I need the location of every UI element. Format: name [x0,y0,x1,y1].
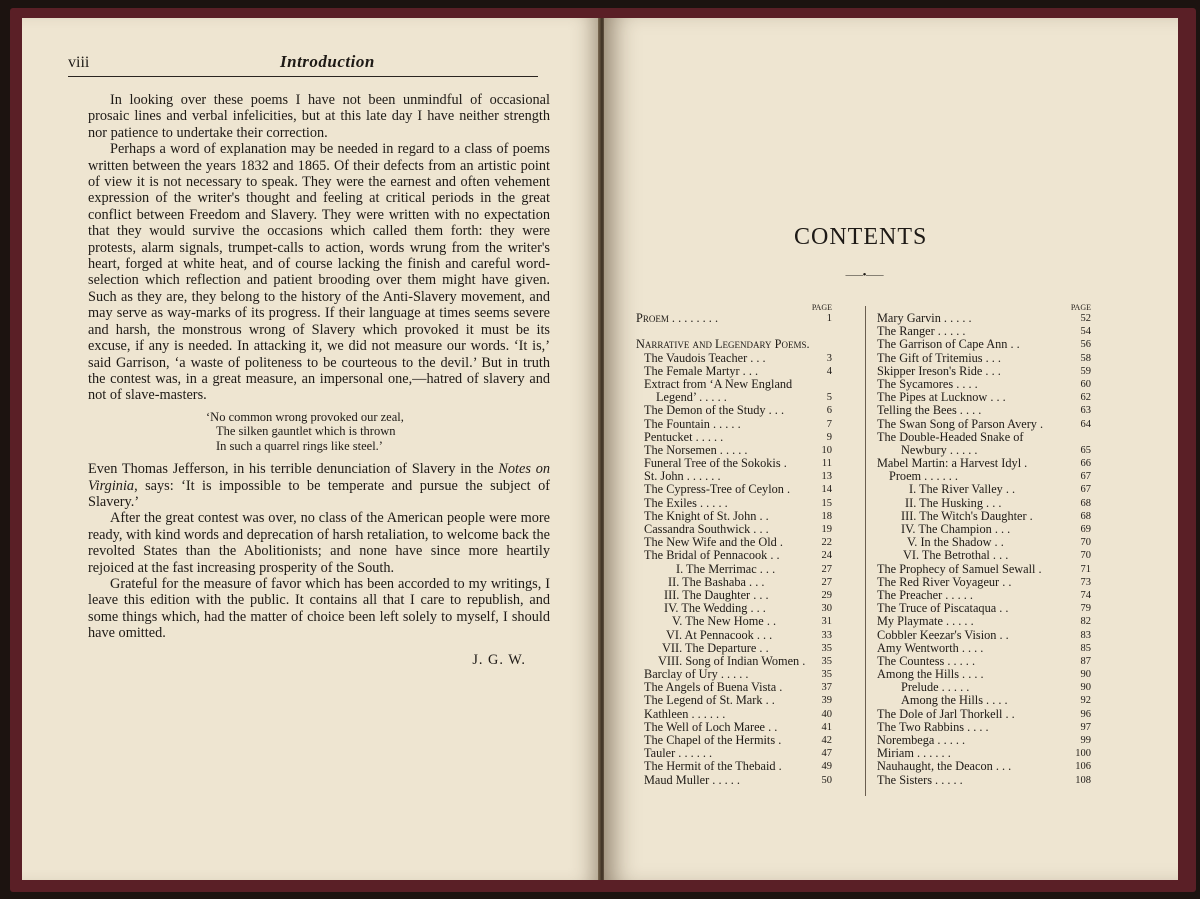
toc-title: Mabel Martin: a Harvest Idyl . [877,456,1028,471]
toc-page-number: 40 [821,708,832,720]
toc-title: Miriam . . . . . . [877,746,951,761]
verse-line: In such a quarrel rings like steel.’ [216,438,383,453]
toc-title: III. The Daughter . . . [664,587,769,602]
toc-entry [636,483,832,496]
paragraph: After the great contest was over, no class of the American people were more ready, with kind words and deprecation of harsh retaliation, to welcome back the revolted States than the Abolitionists; and none have since more heartily rejoiced at the fast increasing prosperity of the South. [88,510,550,576]
toc-entry [636,760,832,773]
column-divider [865,306,866,796]
toc-entry [877,352,1091,365]
toc-page-number: 87 [1080,655,1091,667]
toc-entry [877,708,1091,721]
verse-line: The silken gauntlet which is thrown [216,424,396,439]
toc-page-number: 60 [1080,378,1091,390]
running-header [68,52,538,77]
toc-title: The Cypress-Tree of Ceylon . [644,482,791,497]
toc-title: Cassandra Southwick . . . [644,522,769,536]
toc-page-number: 49 [821,761,832,773]
toc-page-number: 54 [1080,326,1091,338]
toc-title: The Knight of St. John . . [644,508,769,523]
toc-title: The Prophecy of Samuel Sewall . [877,561,1042,576]
toc-page-number: 39 [821,695,832,707]
toc-entry [877,497,1091,510]
contents-heading: CONTENTS [794,224,928,250]
toc-title: IV. The Champion . . . [901,522,1011,536]
toc-title: My Playmate . . . . . [877,614,974,629]
toc-title: Amy Wentworth . . . . [877,640,984,655]
toc-page-number: 42 [821,735,832,746]
toc-page-number: 63 [1080,405,1091,417]
toc-page-number: 90 [1080,682,1091,694]
paragraph: Perhaps a word of explanation may be needed in regard to a class of poems written between the years 1832 and 1865. Of their defects from an artistic point of view it is not necessary to speak. They were the earnest and often vehement expression of the writer's thought and feeling at critical periods in the great conflict between Freedom and Slavery. They were written with no expectation that they would survive the occasions which called them forth: they were protests, alarm signals, trumpet-calls to action, words wrung from the writer's heart, forged at white heat, and of course lacking the finish and careful word-selection which reflection and patient brooding over them might have given. Such as they are, they belong to the history of the Anti-Slavery movement, and may serve as way-marks of its progress. If their language at times seems severe and harsh, the monstrous wrong of Slavery which provoked it must be its excuse, if any is needed. In attacking it, we did not measure our words. ‘It is,’ said Garrison, ‘a waste of politeness to be courteous to the devil.’ But in truth the contest was, in a great measure, an impersonal one,—hatred of slavery and not of slave-masters. [88,141,550,404]
toc-entry [877,615,1091,628]
toc-page-number: 41 [821,721,832,733]
toc-page-number: 10 [821,444,832,456]
toc-title: VII. The Departure . . [662,640,769,655]
verse-quote [206,410,550,454]
toc-title: The Preacher . . . . . [877,587,973,602]
toc-entry [877,365,1091,378]
toc-page-number: 30 [821,603,832,615]
toc-page-number: 64 [1080,418,1091,430]
toc-title: The Red River Voyageur . . [877,574,1012,589]
toc-page-number: 99 [1080,735,1091,746]
toc-page-number: 27 [821,563,832,575]
toc-title: The Exiles . . . . . [644,495,728,510]
toc-title: II. The Bashaba . . . [668,574,765,589]
toc-page-number: 82 [1080,616,1091,628]
toc-title: II. The Husking . . . [905,495,1002,510]
toc-page-number: 31 [821,616,832,628]
toc-title: I. The Merrimac . . . [676,561,776,576]
toc-page-number: 108 [1075,774,1091,786]
toc-title: Nauhaught, the Deacon . . . [877,759,1012,774]
toc-entry [877,642,1091,655]
toc-page-number: 3 [826,352,832,364]
toc-entry [636,352,832,365]
toc-title: The Truce of Piscataqua . . [877,601,1009,616]
toc-entry [877,431,1091,444]
toc-page-number: 6 [826,405,832,417]
toc-entry [877,418,1091,431]
toc-entry [636,708,832,721]
toc-page-number: 52 [1080,313,1091,324]
toc-entry [636,629,832,642]
toc-entry [636,694,832,707]
toc-page-number: 29 [821,589,832,601]
toc-title: IV. The Wedding . . . [664,601,766,616]
toc-title: The Vaudois Teacher . . . [644,350,766,365]
toc-entry [636,563,832,576]
paragraph [88,461,550,510]
contents-column-1 [636,303,832,787]
toc-page-number: 68 [1080,497,1091,509]
toc-page-number: 9 [826,431,832,443]
toc-page-number: 37 [821,682,832,694]
toc-entry [636,338,832,351]
toc-title: The New Wife and the Old . [644,535,783,550]
toc-title: The Two Rabbins . . . . [877,719,989,734]
toc-page-number: 19 [821,524,832,535]
toc-title: The Countess . . . . . [877,653,976,668]
toc-title: Pentucket . . . . . [644,429,724,444]
toc-page-number: 47 [821,748,832,760]
toc-page-number: 90 [1080,669,1091,681]
toc-entry [636,431,832,444]
toc-page-number: 56 [1080,339,1091,351]
toc-entry [636,549,832,562]
paragraph: Grateful for the measure of favor which has been accorded to my writings, I leave this edition with the public. It contains all that I care to republish, and some things which, had the matter of choice been left solely to myself, I should have omitted. [88,576,550,642]
toc-title: Barclay of Ury . . . . . [644,667,749,682]
toc-title: Skipper Ireson's Ride . . . [877,363,1001,378]
toc-page-number: 35 [821,642,832,654]
toc-page-number: 27 [821,576,832,588]
toc-page-number: 100 [1075,748,1091,760]
toc-title: The Chapel of the Hermits . [644,733,782,747]
toc-entry [636,642,832,655]
toc-page-number: 69 [1080,524,1091,535]
toc-entry [877,563,1091,576]
toc-page-number: 74 [1080,589,1091,601]
toc-page-number: 22 [821,537,832,549]
toc-page-number: 85 [1080,642,1091,654]
toc-title: Prelude . . . . . [901,680,970,695]
toc-page-number: 33 [821,629,832,641]
toc-entry [636,615,832,628]
toc-title: VIII. Song of Indian Women . [658,653,806,668]
toc-title: The Sisters . . . . . [877,772,963,787]
toc-title: The Gift of Tritemius . . . [877,350,1001,365]
paragraph: In looking over these poems I have not been unmindful of occasional prosaic lines and verbal infelicities, but at this late day I have neither strength nor patience to undertake their correction. [88,92,550,141]
toc-entry [877,774,1091,787]
toc-page-number: 5 [826,392,832,404]
toc-title: Narrative and Legendary Poems. [636,337,810,352]
verse-line: ‘No common wrong provoked our zeal, [206,409,404,424]
toc-title: The Well of Loch Maree . . [644,719,778,734]
toc-title: Mary Garvin . . . . . [877,311,972,325]
toc-title: I. The River Valley . . [909,482,1016,497]
jefferson-text: Even Thomas Jefferson, in his terrible denunciation of Slavery in the [88,461,499,478]
toc-page-number: 79 [1080,603,1091,615]
toc-page-number: 70 [1080,550,1091,562]
page-label: PAGE [811,303,832,312]
toc-title: The Hermit of the Thebaid . [644,759,782,774]
page-number: viii [68,54,90,71]
toc-title: St. John . . . . . . [644,469,721,484]
toc-title: Legend’ . . . . . [656,390,727,405]
toc-entry [636,365,832,378]
toc-page-number: 15 [821,497,832,509]
toc-title: Kathleen . . . . . . [644,706,726,721]
toc-title: The Angels of Buena Vista . [644,680,783,695]
toc-entry [877,694,1091,707]
toc-title: VI. At Pennacook . . . [666,627,773,642]
toc-page-number: 24 [821,550,832,562]
toc-entry [877,760,1091,773]
toc-page-number: 97 [1080,721,1091,733]
toc-title: Proem . . . . . . . . [636,311,719,325]
toc-title: Among the Hills . . . . [901,693,1008,708]
toc-page-number: 58 [1080,352,1091,364]
toc-title: Tauler . . . . . . [644,746,713,761]
toc-entry [877,483,1091,496]
toc-entry [636,497,832,510]
toc-page-number: 68 [1080,510,1091,522]
toc-title: The Bridal of Pennacook . . [644,548,780,563]
toc-page-number: 7 [826,418,832,430]
toc-title: Norembega . . . . . [877,733,966,747]
toc-title: Newbury . . . . . [901,442,978,457]
toc-title: The Norsemen . . . . . [644,442,748,457]
toc-page-number: 106 [1075,761,1091,773]
toc-page-number: 13 [821,471,832,483]
jefferson-quote: , says: ‘It is impossible to be temperate and pursue the subject of Slavery.’ [88,477,550,511]
toc-page-number: 14 [821,484,832,496]
toc-page-number: 18 [821,510,832,522]
toc-title: Funeral Tree of the Sokokis . [644,456,787,471]
toc-title: The Swan Song of Parson Avery . [877,416,1044,431]
toc-title: V. The New Home . . [672,614,777,629]
toc-page-number: 73 [1080,576,1091,588]
toc-title: Extract from ‘A New England [644,376,793,391]
toc-entry [877,576,1091,589]
contents-column-2 [877,303,1091,787]
toc-page-number: 70 [1080,537,1091,549]
signature: J. G. W. [472,651,526,668]
toc-title: The Fountain . . . . . [644,416,741,431]
ornament-divider: ⸺•⸺ [845,269,884,281]
toc-page-number: 67 [1080,484,1091,496]
page-label: PAGE [1070,303,1091,312]
toc-page-number: 92 [1080,695,1091,707]
toc-entry [877,629,1091,642]
toc-title: The Demon of the Study . . . [644,403,785,418]
toc-title: The Legend of St. Mark . . [644,693,775,708]
toc-title: The Pipes at Lucknow . . . [877,390,1006,405]
toc-title: The Double-Headed Snake of [877,429,1024,444]
toc-page-number: 96 [1080,708,1091,720]
toc-title: Maud Muller . . . . . [644,772,740,787]
toc-title: III. The Witch's Daughter . [901,508,1033,523]
toc-page-number: 62 [1080,392,1091,404]
toc-title: Proem . . . . . . [889,469,958,484]
toc-page-number: 35 [821,669,832,681]
toc-page-number: 35 [821,655,832,667]
toc-title: The Sycamores . . . . [877,376,978,391]
toc-title: The Female Martyr . . . [644,363,759,378]
toc-entry [636,774,832,787]
toc-entry [636,312,832,325]
toc-page-number: 59 [1080,365,1091,377]
toc-title: The Dole of Jarl Thorkell . . [877,706,1015,721]
toc-entry [877,404,1091,417]
running-title: Introduction [280,52,375,71]
toc-page-number: 65 [1080,444,1091,456]
toc-title: Telling the Bees . . . . [877,403,982,418]
toc-page-number: 50 [821,774,832,786]
toc-title: Among the Hills . . . . [877,667,984,682]
toc-page-number: 67 [1080,471,1091,483]
introduction-text [88,92,550,668]
toc-title: V. In the Shadow . . [907,535,1004,550]
book-title-italic: Notes on Virginia [88,461,550,494]
toc-entry [636,404,832,417]
toc-page-number: 1 [826,313,832,324]
toc-page-number: 83 [1080,629,1091,641]
toc-page-number: 4 [826,365,832,377]
toc-page-number: 71 [1080,563,1091,575]
toc-entry [877,549,1091,562]
toc-page-number: 66 [1080,458,1091,470]
toc-page-number: 11 [821,458,832,470]
toc-title: The Ranger . . . . . [877,324,966,339]
toc-title: Cobbler Keezar's Vision . . [877,627,1009,642]
toc-entry [636,576,832,589]
toc-title: The Garrison of Cape Ann . . [877,337,1020,352]
toc-entry [877,338,1091,351]
toc-entry [636,418,832,431]
toc-title: VI. The Betrothal . . . [903,548,1009,563]
